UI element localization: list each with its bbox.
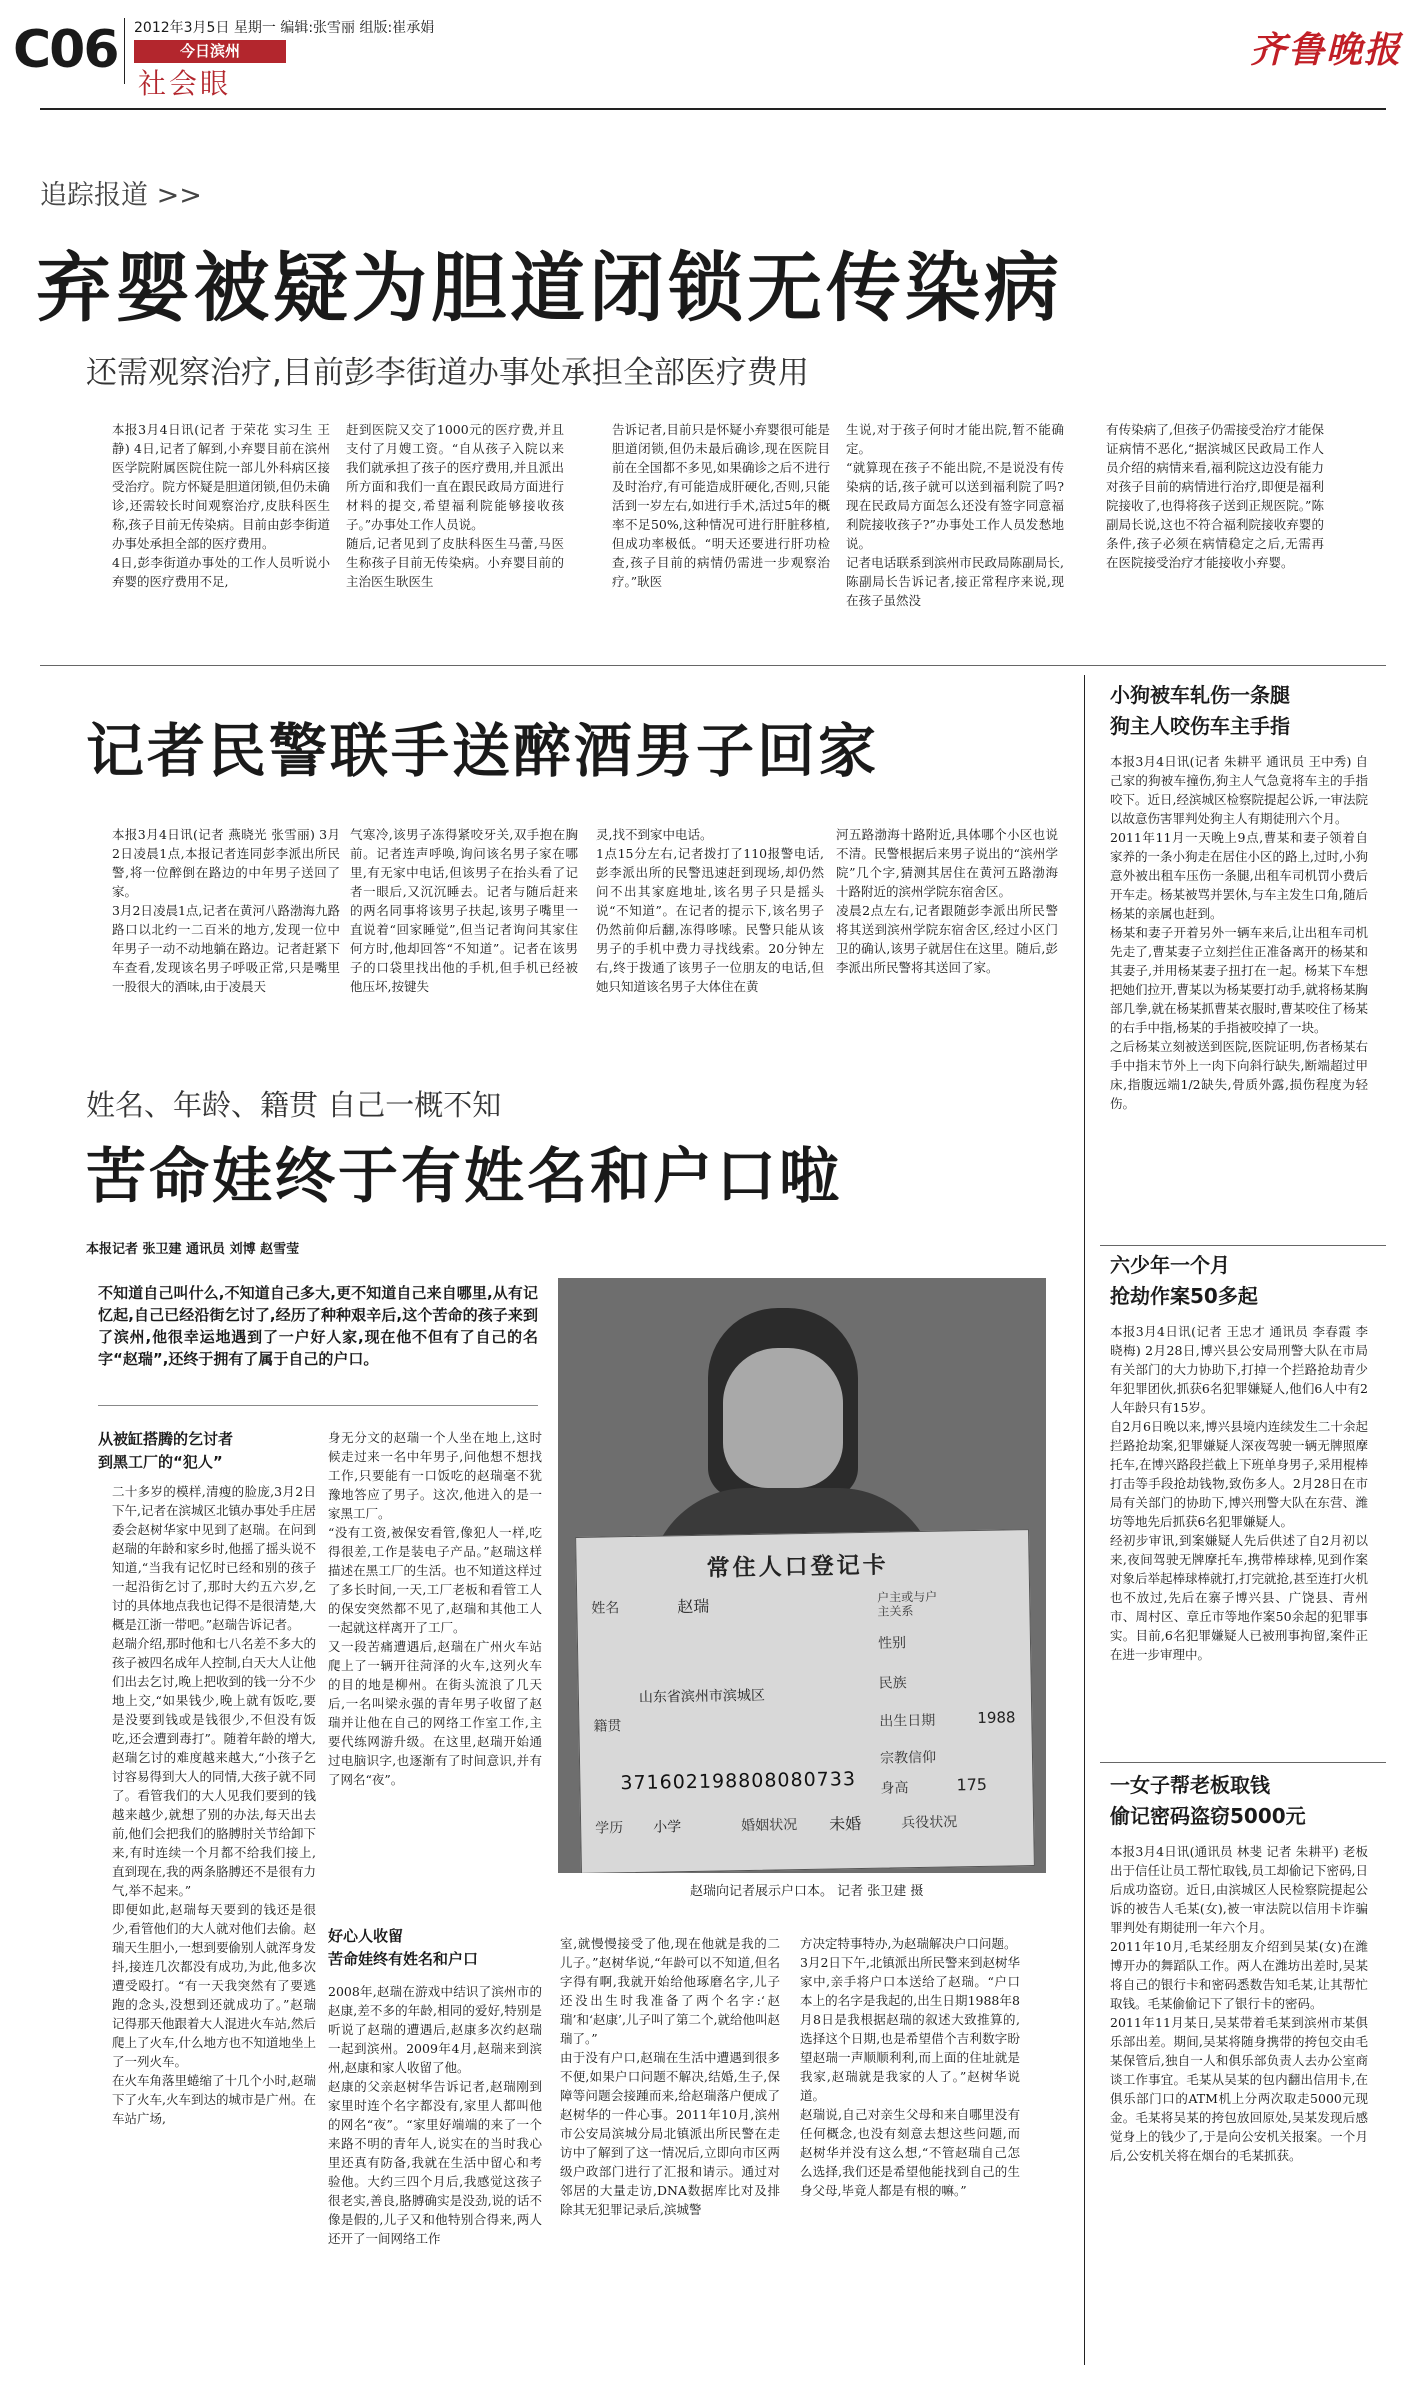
story2-col-2: 气寒冷,该男子冻得紧咬牙关,双手抱在胸前。记者连声呼唤,询问该名男子家在哪里,有无家中电话,但该男子在抬头看了记者一眼后,又沉沉睡去。记者与随后赶来的两名同事将该男子扶起,该男子嘴里一直说着“回家睡觉”,但当记者询问其家住何方时,他却回答“不知道”。记者在该男子的口袋里找出他的手机,但手机已经被他压坏,按键失 [350,827,578,994]
section-tag: 今日滨州 [134,40,286,63]
side3-title: 一女子帮老板取钱 偷记密码盗窃5000元 [1110,1773,1306,1828]
story1-headline: 弃婴被疑为胆道闭锁无传染病 [36,244,1064,332]
page-number: C06 [13,20,118,80]
card-label-ethnic: 民族 [878,1675,907,1692]
card-label-military: 兵役状况 [901,1814,958,1832]
story3-subhead-1: 从被缸搭腾的乞讨者 到黑工厂的“犯人” [98,1430,234,1471]
card-label-religion: 宗教信仰 [879,1749,937,1767]
story3-col-2b: 2008年,赵瑞在游戏中结识了滨州市的赵康,差不多的年龄,相同的爱好,特别是听说了赵瑞的遭遇后,赵康多次约赵瑞一起到滨州。2009年4月,赵瑞来到滨州,赵康和家人收留了他。 赵康的父亲赵树华告诉记者,赵瑞刚到家里时连个名字都没有,家里人都叫他的网名“夜”。“家里好端端的来了一个来路不明的青年人,说实在的当时我心里还真有防备,我就在生活中留心和考验他。大约三四个月后,我感觉这孩子很老实,善良,胳膊确实是没劲,说的话不像是假的,儿子又和他特别合得来,两人还开了一间网络工作 [328,1984,542,2246]
card-label-marital: 婚姻状况 [741,1817,798,1835]
side1-title: 小狗被车轧伤一条腿 狗主人咬伤车主手指 [1110,683,1290,738]
photo-caption: 赵瑞向记者展示户口本。 记者 张卫建 摄 [690,1884,924,1899]
card-title: 常住人口登记卡 [706,1552,889,1582]
story3-lead: 不知道自己叫什么,不知道自己多大,更不知道自己来自哪里,从有记忆起,自己已经沿街乞讨了,经历了种种艰辛后,这个苦命的孩子来到了滨州,他很幸运地遇到了一户好人家,现在他不但有了自己的名字“赵瑞”,还终于拥有了属于自己的户口。 [98,1284,538,1368]
story2-col-1: 本报3月4日讯(记者 燕晓光 张雪丽) 3月2日凌晨1点,本报记者连同彭李派出所民警,将一位醉倒在路边的中年男子送回了家。 3月2日凌晨1点,记者在黄河八路渤海九路路口以北约一二百米的地方,发现一位中年男子一动不动地躺在路边。记者赶紧下车查看,发现该名男子呼吸正常,只是嘴里一股很大的酒味,由于凌晨天 [112,827,340,994]
story3-subhead-2: 好心人收留 苦命娃终有姓名和户口 [328,1927,479,1968]
registration-card [575,1529,1035,1873]
card-label-origin: 籍贯 [593,1718,622,1735]
story2-col-3: 灵,找不到家中电话。 1点15分左右,记者拨打了110报警电话,彭李派出所的民警迅速赶到现场,却仍然问不出其家庭地址,该名男子只是摇头说“不知道”。在记者的提示下,该名男子仍然前仰后翻,冻得哆嗦。民警只能从该男子的手机中费力寻找线索。20分钟左右,终于拨通了该男子一位朋友的电话,但她只知道该名男子大体住在黄 [596,827,824,994]
side3-body: 本报3月4日讯(通讯员 林斐 记者 朱耕平) 老板出于信任让员工帮忙取钱,员工却偷记下密码,日后成功盗窃。近日,由滨城区人民检察院提起公诉的被告人毛某(女),被一审法院以信用卡诈骗罪判处有期徒刑一年六个月。 2011年10月,毛某经朋友介绍到吴某(女)在潍博开办的舞蹈队工作。两人在潍坊出差时,吴某将自己的银行卡和密码悉数告知毛某,让其帮忙取钱。毛某偷偷记下了银行卡的密码。 2011年11月某日,吴某带着毛某到滨州市某俱乐部出差。期间,吴某将随身携带的挎包交由毛某保管后,独自一人和俱乐部负责人去办公室商谈工作事宜。毛某从吴某的包内翻出信用卡,在俱乐部门口的ATM机上分两次取走5000元现金。毛某将吴某的挎包放回原处,吴某发现后感觉身上的钱少了,于是向公安机关报案。一个月后,公安机关将在烟台的毛某抓获。 [1110,1844,1368,2163]
card-label-name: 姓名 [591,1600,620,1617]
story3-col-3: 室,就慢慢接受了他,现在他就是我的二儿子。”赵树华说,“年龄可以不知道,但名字得有啊,我就开始给他琢磨名字,儿子还没出生时我准备了两个名字:‘赵瑞’和‘赵康’,儿子叫了第二个,就给他叫赵瑞了。” 由于没有户口,赵瑞在生活中遭遇到很多不便,如果户口问题不解决,结婚,生子,保障等问题会接踵而来,给赵瑞落户便成了赵树华的一件心事。2011年10月,滨州市公安局滨城分局北镇派出所民警在走访中了解到了这一情况后,立即向市区两级户政部门进行了汇报和请示。通过对邻居的大量走访,DNA数据库比对及排除其无犯罪记录后,滨城警 [560,1936,780,2217]
side2-body: 本报3月4日讯(记者 王忠才 通讯员 李春霞 李晓梅) 2月28日,博兴县公安局刑警大队在市局有关部门的大力协助下,打掉一个拦路抢劫青少年犯罪团伙,抓获6名犯罪嫌疑人,他们6人中有2人年龄只有15岁。 自2月6日晚以来,博兴县境内连续发生二十余起拦路抢劫案,犯罪嫌疑人深夜驾驶一辆无牌照摩托车,在博兴路段拦截上下班单身男子,采用棍棒打击等手段抢劫钱物,致伤多人。2月28日在市局有关部门的协助下,博兴刑警大队在东营、潍坊等地先后抓获6名犯罪嫌疑人。 经初步审讯,到案嫌疑人先后供述了自2月初以来,夜间驾驶无牌摩托车,携带棒球棒,见到作案对象后举起棒球棒就打,打完就抢,甚至连打火机也不放过,先后在寨子博兴县、广饶县、青州市、周村区、章丘市等地作案50余起的犯罪事实。目前,6名犯罪嫌疑人已被刑事拘留,案件正在进一步审理中。 [1110,1324,1368,1662]
card-label-birth: 出生日期 [879,1712,936,1730]
story1-col-5: 有传染病了,但孩子仍需接受治疗才能保证病情不恶化,“据滨城区民政局工作人员介绍的病情来看,福利院这边没有能力对孩子目前的病情进行治疗,即便是福利院接收了,也得将孩子送到正规医院。”陈副局长说,这也不符合福利院接收弃婴的条件,孩子必须在病情稳定之后,无需再在医院接受治疗才能接收小弃婴。 [1106,422,1324,570]
date-line: 2012年3月5日 星期一 编辑:张雪丽 组版:崔承娟 [134,20,435,36]
card-value-name: 赵瑞 [677,1596,710,1617]
story2-col-4: 河五路渤海十路附近,具体哪个小区也说不清。民警根据后来男子说出的“滨州学院”几个字,猜测其居住在黄河五路渤海十路附近的滨州学院东宿舍区。 凌晨2点左右,记者跟随彭李派出所民警将其送到滨州学院东宿舍区,经过小区门卫的确认,该男子就居住在这里。随后,彭李派出所民警将其送回了家。 [836,827,1058,975]
story1-col-3: 告诉记者,目前只是怀疑小弃婴很可能是胆道闭锁,但仍未最后确诊,现在医院目前在全国都不多见,如果确诊之后不进行及时治疗,有可能造成肝硬化,否则,只能活到一岁左右,如进行手术,活过5年的概率不足50%,这种情况可进行肝脏移植,但成功率极低。“明天还要进行肝功检查,孩子目前的病情仍需进一步观察治疗。”耿医 [612,422,830,589]
story3-col-4: 方决定特事特办,为赵瑞解决户口问题。 3月2日下午,北镇派出所民警来到赵树华家中,亲手将户口本送给了赵瑞。“户口本上的名字是我起的,出生日期1988年8月8日是我根据赵瑞的叙述大致推算的,选择这个日期,也是希望借个吉利数字盼望赵瑞一声顺顺利利,而上面的住址就是我家,赵瑞就是我家的人了。”赵树华说道。 赵瑞说,自己对亲生父母和来自哪里没有任何概念,也没有刻意去想这些问题,而赵树华并没有这么想,“不管赵瑞自己怎么选择,我们还是希望他能找到自己的生身父母,毕竟人都是有根的嘛。” [800,1936,1020,2198]
section-name: 社会眼 [138,67,232,100]
story1-subhead: 还需观察治疗,目前彭李街道办事处承担全部医疗费用 [86,355,809,391]
story1-kicker: 追踪报道 >> [40,180,202,211]
card-value-address: 山东省滨州市滨城区 [638,1687,766,1706]
side1-body: 本报3月4日讯(记者 朱耕平 通讯员 王中秀) 自己家的狗被车撞伤,狗主人气急竟将车主的手指咬下。近日,经滨城区检察院提起公诉,一审法院以故意伤害罪判处狗主人有期徒刑六个月。 2011年11月一天晚上9点,曹某和妻子领着自家养的一条小狗走在居住小区的路上,过时,小狗意外被出租车压伤一条腿,出租车司机罚小费后开车走。杨某被骂并罢休,与车主发生口角,随后杨某的亲属也赶到。 杨某和妻子开着另外一辆车来后,让出租车司机先走了,曹某妻子立刻拦住正准备离开的杨某和其妻子,并用杨某妻子扭打在一起。杨某下车想把她们拉开,曹某以为杨某要打动手,就将杨某胸部几拳,就在杨某抓曹某衣服时,曹某咬住了杨某的右手中指,杨某的手指被咬掉了一块。 之后杨某立刻被送到医院,医院证明,伤者杨某右手中指末节外上一肉下向斜行缺失,断端超过甲床,指腹远端1/2缺失,骨质外露,损伤程度为轻伤。 [1110,754,1368,1111]
photo-registration-card [558,1278,1046,1873]
story3-byline: 本报记者 张卫建 通讯员 刘博 赵雪莹 [86,1242,300,1257]
story3-kicker: 姓名、年龄、籍贯 自己一概不知 [86,1088,502,1122]
card-value-height: 175 [956,1774,988,1795]
story3-col-2: 身无分文的赵瑞一个人坐在地上,这时候走过来一名中年男子,问他想不想找工作,只要能有一口饭吃的赵瑞毫不犹豫地答应了男子。这次,他进入的是一家黑工厂。 “没有工资,被保安看管,像犯人一样,吃得很差,工作是装电子产品。”赵瑞这样描述在黑工厂的生活。也不知道这样过了多长时间,一天,工厂老板和看管工人的保安突然都不见了,赵瑞和其他工人一起就这样离开了工厂。 又一段苦痛遭遇后,赵瑞在广州火车站爬上了一辆开往菏泽的火车,这列火车的目的地是柳州。在街头流浪了几天后,一名叫梁永强的青年男子收留了赵瑞并让他在自己的网络工作室工作,主要代练网游升级。在这里,赵瑞开始通过电脑识字,也逐渐有了时间意识,并有了网名“夜”。 [328,1430,542,1787]
paper-logo: 齐鲁晚报 [1250,29,1403,71]
card-label-relation: 户主或与户主关系 [877,1589,938,1619]
story1-col-1: 本报3月4日讯(记者 于荣花 实习生 王静) 4日,记者了解到,小弃婴目前在滨州医学院附属医院住院一部儿外科病区接受治疗。院方怀疑是胆道闭锁,但仍未确诊,还需较长时间观察治疗,皮肤科医生称,孩子目前无传染病。目前由彭李街道办事处承担全部的医疗费用。 4日,彭李街道办事处的工作人员听说小弃婴的医疗费用不足, [112,422,330,589]
story3-col-1: 二十多岁的模样,清瘦的脸庞,3月2日下午,记者在滨城区北镇办事处手庄居委会赵树华家中见到了赵瑞。在问到赵瑞的年龄和家乡时,他摇了摇头说不知道,“当我有记忆时已经和别的孩子一起沿街乞讨了,那时大约五六岁,乞讨的具体地点我也记得不是很清楚,大概是江浙一带吧。”赵瑞告诉记者。 赵瑞介绍,那时他和七八名差不多大的孩子被四名成年人控制,白天大人让他们出去乞讨,晚上把收到的钱一分不少地上交,“如果钱少,晚上就有饭吃,要是没要到钱或是钱很少,不但没有饭吃,还会遭到毒打”。随着年龄的增大,赵瑞乞讨的难度越来越大,“小孩子乞讨容易得到大人的同情,大孩子就不同了。看管我们的大人见我们要到的钱越来越少,就想了别的办法,每天出去前,他们会把我们的胳膊肘关节给卸下来,有时连续一个月都不给我们接上,直到现在,我的两条胳膊还不是很有力气,举不起来。” 即便如此,赵瑞每天要到的钱还是很少,看管他们的大人就对他们去偷。赵瑞天生胆小,一想到要偷别人就浑身发抖,接连几次都没有成功,为此,他多次遭受殴打。“有一天我突然有了要逃跑的念头,没想到还就成功了。”赵瑞记得那天他跟着大人混进火车站,然后爬上了火车,什么地方也不知道地坐上了一列火车。 在火车角落里蜷缩了十几个小时,赵瑞下了火车,火车到达的城市是广州。在车站广场, [112,1484,316,2126]
card-value-marital: 未婚 [828,1814,862,1834]
card-label-gender: 性别 [877,1635,907,1652]
side2-title: 六少年一个月 抢劫作案50多起 [1110,1253,1258,1308]
card-value-edu: 小学 [653,1819,682,1836]
story2-headline: 记者民警联手送醉酒男子回家 [86,717,880,785]
card-value-birth: 1988 [977,1708,1016,1727]
person-face [723,1348,843,1488]
story3-headline: 苦命娃终于有姓名和户口啦 [86,1142,842,1212]
story1-col-4: 生说,对于孩子何时才能出院,暂不能确定。 “就算现在孩子不能出院,不是说没有传染病的话,孩子就可以送到福利院了吗?现在民政局方面怎么还没有签字同意福利院接收孩子?”办事处工作人员发愁地说。 记者电话联系到滨州市民政局陈副局长,陈副局长告诉记者,接正常程序来说,现在孩子虽然没 [846,422,1064,608]
card-label-edu: 学历 [595,1820,624,1837]
story1-col-2: 赶到医院又交了1000元的医疗费,并且支付了月嫂工资。“自从孩子入院以来我们就承担了孩子的医疗费用,并且派出所方面和我们一直在跟民政局方面进行材料的提交,希望福利院能够接收孩子。”办事处工作人员说。 随后,记者见到了皮肤科医生马蕾,马医生称孩子目前无传染病。小弃婴目前的主治医生耿医生 [346,422,564,589]
card-label-height: 身高 [880,1780,909,1797]
card-value-id: 371602198808080733 [620,1768,857,1795]
